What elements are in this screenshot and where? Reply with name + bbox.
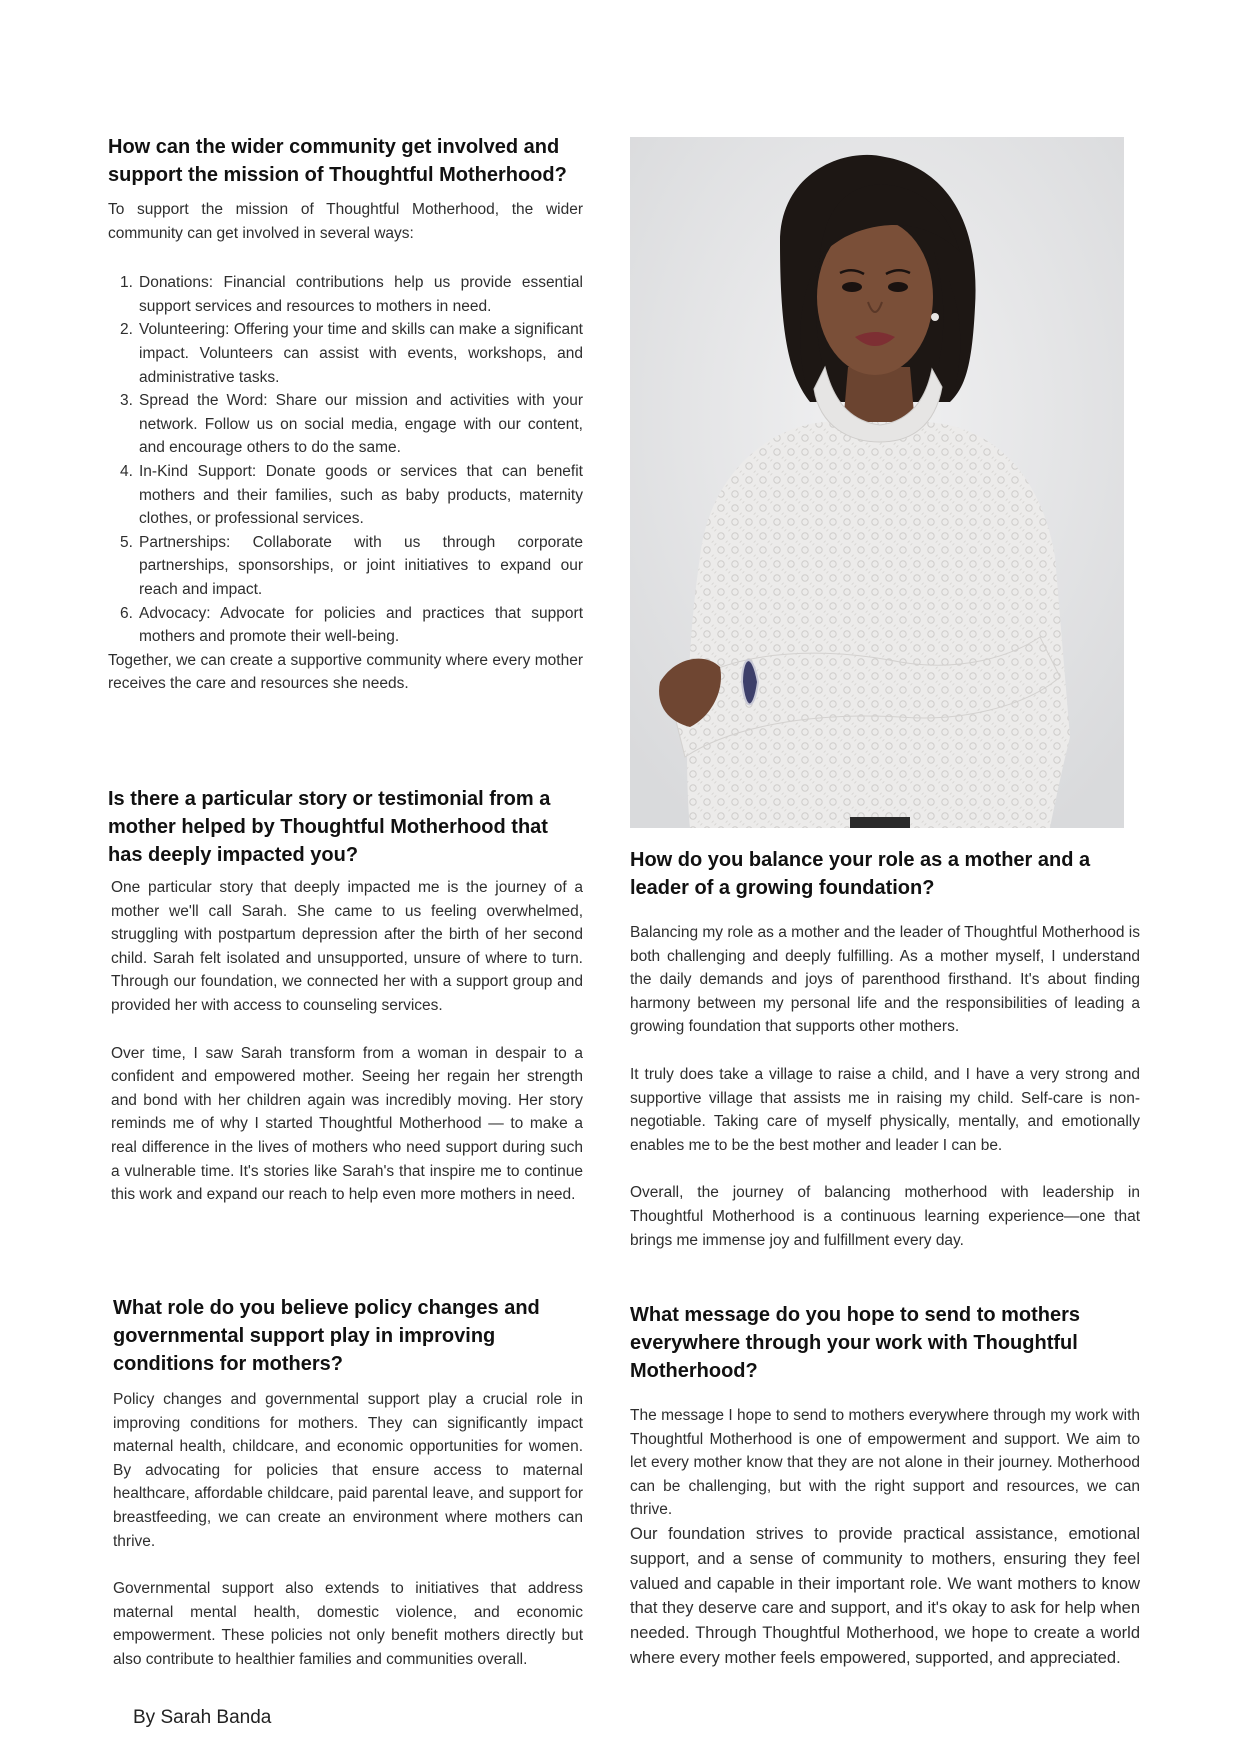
section-message	[630, 1301, 1140, 1671]
list-item: 5. Partnerships: Collaborate with us through corporate partnerships, sponsorships, or joint initiatives to expand our reach and impact.	[120, 533, 583, 598]
section-community	[108, 133, 583, 696]
community-intro: To support the mission of Thoughtful Motherhood, the wider community can get involved in several ways:	[108, 201, 583, 242]
list-item: 1. Donations: Financial contributions help us provide essential support services and resources to mothers in need.	[120, 274, 583, 315]
byline: By Sarah Banda	[133, 1707, 272, 1728]
story-paragraph-2: Over time, I saw Sarah transform from a woman in despair to a confident and empowered mother. Seeing her regain her strength and bond with her children again was incredibly moving. Her story reminds me of why I started Thoughtful Motherhood — to make a real difference in the lives of mothers who need support during such a vulnerable time. It's stories like Sarah's that inspire me to continue this work and expand our reach to help even more mothers in need.	[111, 1044, 583, 1204]
balance-paragraph-3: Overall, the journey of balancing motherhood with leadership in Thoughtful Motherhood is a continuous learning experience—one that brings me immense joy and fulfillment every day.	[630, 1184, 1140, 1249]
balance-paragraph-2: It truly does take a village to raise a child, and I have a very strong and supportive village that assists me in raising my child. Self-care is non-negotiable. Taking care of myself physically, mentally, and emotionally enables me to be the best mother and leader I can be.	[630, 1065, 1140, 1154]
balance-heading: How do you balance your role as a mother and a leader of a growing foundation?	[630, 849, 1091, 899]
section-policy	[113, 1294, 583, 1672]
message-paragraph-2: Our foundation strives to provide practical assistance, emotional support, and a sense of community to mothers, ensuring they feel valued and capable in their important role. We want mothers to know that they deserve care and support, and it's okay to ask for help when needed. Through Thoughtful Motherhood, we hope to create a world where every mother feels empowered, supported, and appreciated.	[630, 1524, 1140, 1667]
policy-heading: What role do you believe policy changes and governmental support play in improving conditions for mothers?	[113, 1297, 540, 1375]
section-balance	[630, 846, 1140, 1252]
story-heading: Is there a particular story or testimonial from a mother helped by Thoughtful Motherhood that has deeply impacted you?	[108, 788, 551, 866]
policy-paragraph-2: Governmental support also extends to initiatives that address maternal mental health, domestic violence, and economic empowerment. These policies not only benefit mothers directly but also contribute to healthier families and communities overall.	[113, 1580, 583, 1668]
community-list	[108, 271, 583, 649]
message-heading: What message do you hope to send to mothers everywhere through your work with Thoughtful Motherhood?	[630, 1304, 1081, 1382]
balance-paragraph-1: Balancing my role as a mother and the leader of Thoughtful Motherhood is both challenging and deeply fulfilling. As a mother myself, I understand the daily demands and joys of parenthood firsthand. It's about finding harmony between my personal life and the responsibilities of leading a growing foundation that supports other mothers.	[630, 924, 1140, 1036]
section-story	[108, 785, 583, 1207]
list-item: 2. Volunteering: Offering your time and skills can make a significant impact. Volunteers can assist with events, workshops, and administrative tasks.	[120, 321, 583, 386]
list-item: 3. Spread the Word: Share our mission and activities with your network. Follow us on social media, engage with our content, and encourage others to do the same.	[120, 392, 583, 457]
story-paragraph-1: One particular story that deeply impacted me is the journey of a mother we'll call Sarah. She came to us feeling overwhelmed, struggling with postpartum depression after the birth of her second child. Sarah felt isolated and unsupported, unsure of where to turn. Through our foundation, we connected her with a support group and provided her with access to counseling services.	[111, 879, 583, 1014]
list-item: 4. In-Kind Support: Donate goods or services that can benefit mothers and their families, such as baby products, maternity clothes, or professional services.	[120, 462, 583, 528]
community-heading: How can the wider community get involved and support the mission of Thoughtful Motherhood?	[108, 136, 567, 186]
message-paragraph-1: The message I hope to send to mothers everywhere through my work with Thoughtful Motherhood is one of empowerment and support. We aim to let every mother know that they are not alone in their journey. Motherhood can be challenging, but with the right support and resources, we can thrive.	[630, 1407, 1140, 1519]
policy-paragraph-1: Policy changes and governmental support play a crucial role in improving conditions for mothers. They can significantly impact maternal health, childcare, and economic opportunities for women. By advocating for policies that ensure access to maternal healthcare, affordable childcare, paid parental leave, and support for breastfeeding, we can create an environment where mothers can thrive.	[113, 1391, 583, 1550]
portrait-photo	[630, 137, 1124, 828]
portrait-illustration	[630, 137, 1124, 828]
list-item: 6. Advocacy: Advocate for policies and practices that support mothers and promote their well-being.	[120, 604, 583, 646]
community-closing: Together, we can create a supportive community where every mother receives the care and resources she needs.	[108, 651, 583, 693]
